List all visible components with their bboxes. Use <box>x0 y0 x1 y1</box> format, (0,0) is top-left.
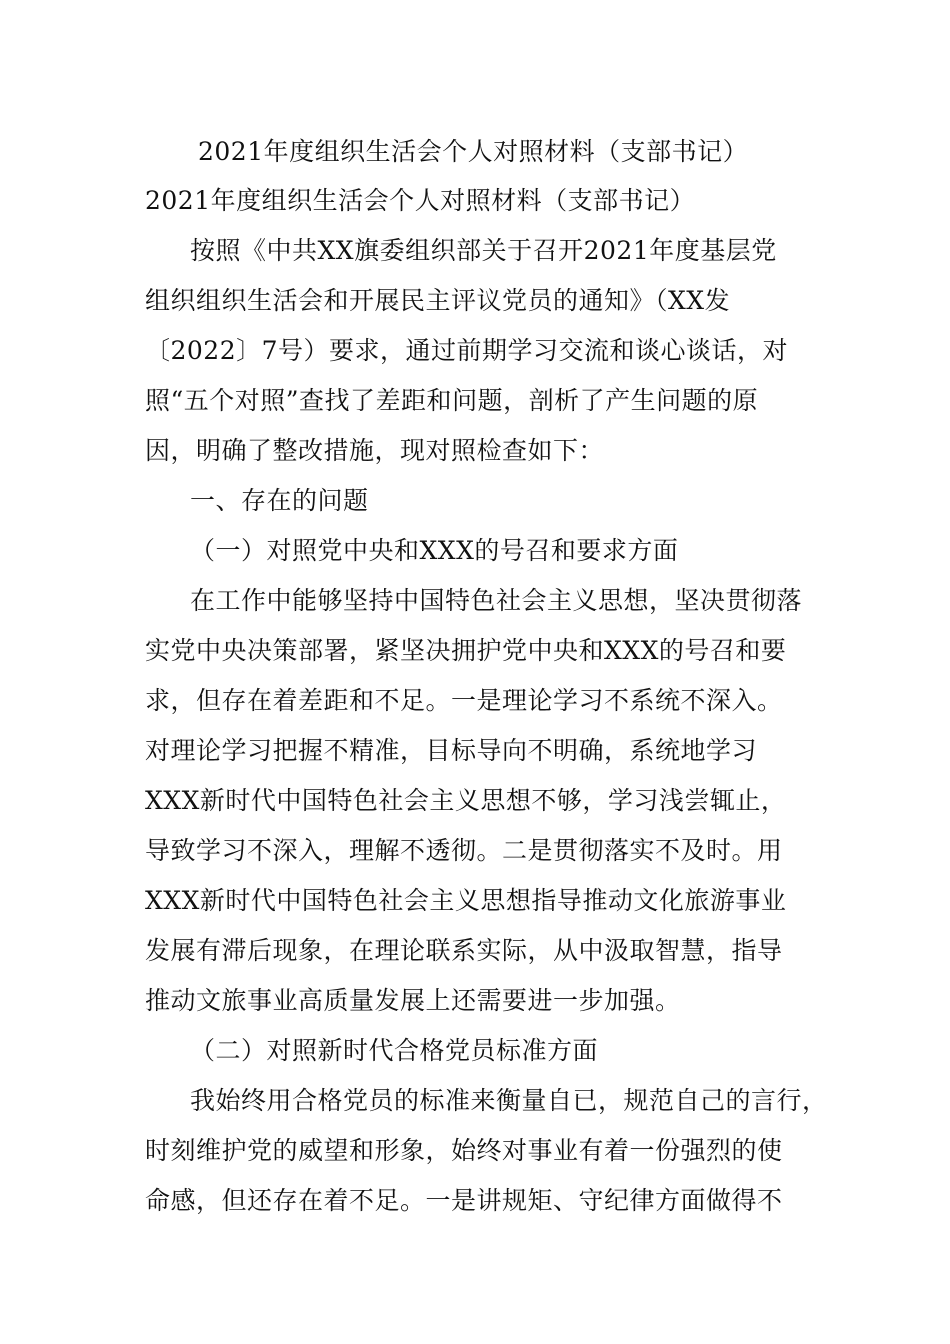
body-line: XXX新时代中国特色社会主义思想指导推动文化旅游事业 <box>145 886 787 915</box>
body-line: 推动文旅事业高质量发展上还需要进一步加强。 <box>145 986 681 1015</box>
body-line: 导致学习不深入，理解不透彻。二是贯彻落实不及时。用 <box>145 836 783 865</box>
document-title-centered: 2021年度组织生活会个人对照材料（支部书记） <box>198 137 749 166</box>
intro-line: 因，明确了整改措施，现对照检查如下： <box>145 436 605 465</box>
body-line: XXX新时代中国特色社会主义思想不够，学习浅尝辄止， <box>145 786 787 815</box>
body-line: 发展有滞后现象，在理论联系实际，从中汲取智慧，指导 <box>145 936 783 965</box>
intro-line: 照“五个对照”查找了差距和问题，剖析了产生问题的原 <box>145 386 759 415</box>
subsection-heading: （二）对照新时代合格党员标准方面 <box>190 1036 599 1065</box>
section-heading: 一、存在的问题 <box>190 486 369 515</box>
body-line: 在工作中能够坚持中国特色社会主义思想，坚决贯彻落 <box>190 586 803 615</box>
subsection-heading: （一）对照党中央和XXX的号召和要求方面 <box>190 536 679 565</box>
document-title: 2021年度组织生活会个人对照材料（支部书记） <box>145 186 696 215</box>
body-line: 实党中央决策部署，紧坚决拥护党中央和XXX的号召和要 <box>145 636 787 665</box>
intro-line: 组织组织生活会和开展民主评议党员的通知》（XX发 <box>145 286 731 315</box>
body-line: 时刻维护党的威望和形象，始终对事业有着一份强烈的使 <box>145 1136 783 1165</box>
body-line: 求，但存在着差距和不足。一是理论学习不系统不深入。 <box>145 686 783 715</box>
intro-line: 按照《中共XX旗委组织部关于召开2021年度基层党 <box>190 236 777 265</box>
intro-line: 〔2022〕7号）要求，通过前期学习交流和谈心谈话，对 <box>145 336 789 365</box>
body-line: 对理论学习把握不精准，目标导向不明确，系统地学习 <box>145 736 758 765</box>
body-line: 命感，但还存在着不足。一是讲规矩、守纪律方面做得不 <box>145 1186 783 1215</box>
body-line: 我始终用合格党员的标准来衡量自已，规范自己的言行， <box>190 1086 828 1115</box>
